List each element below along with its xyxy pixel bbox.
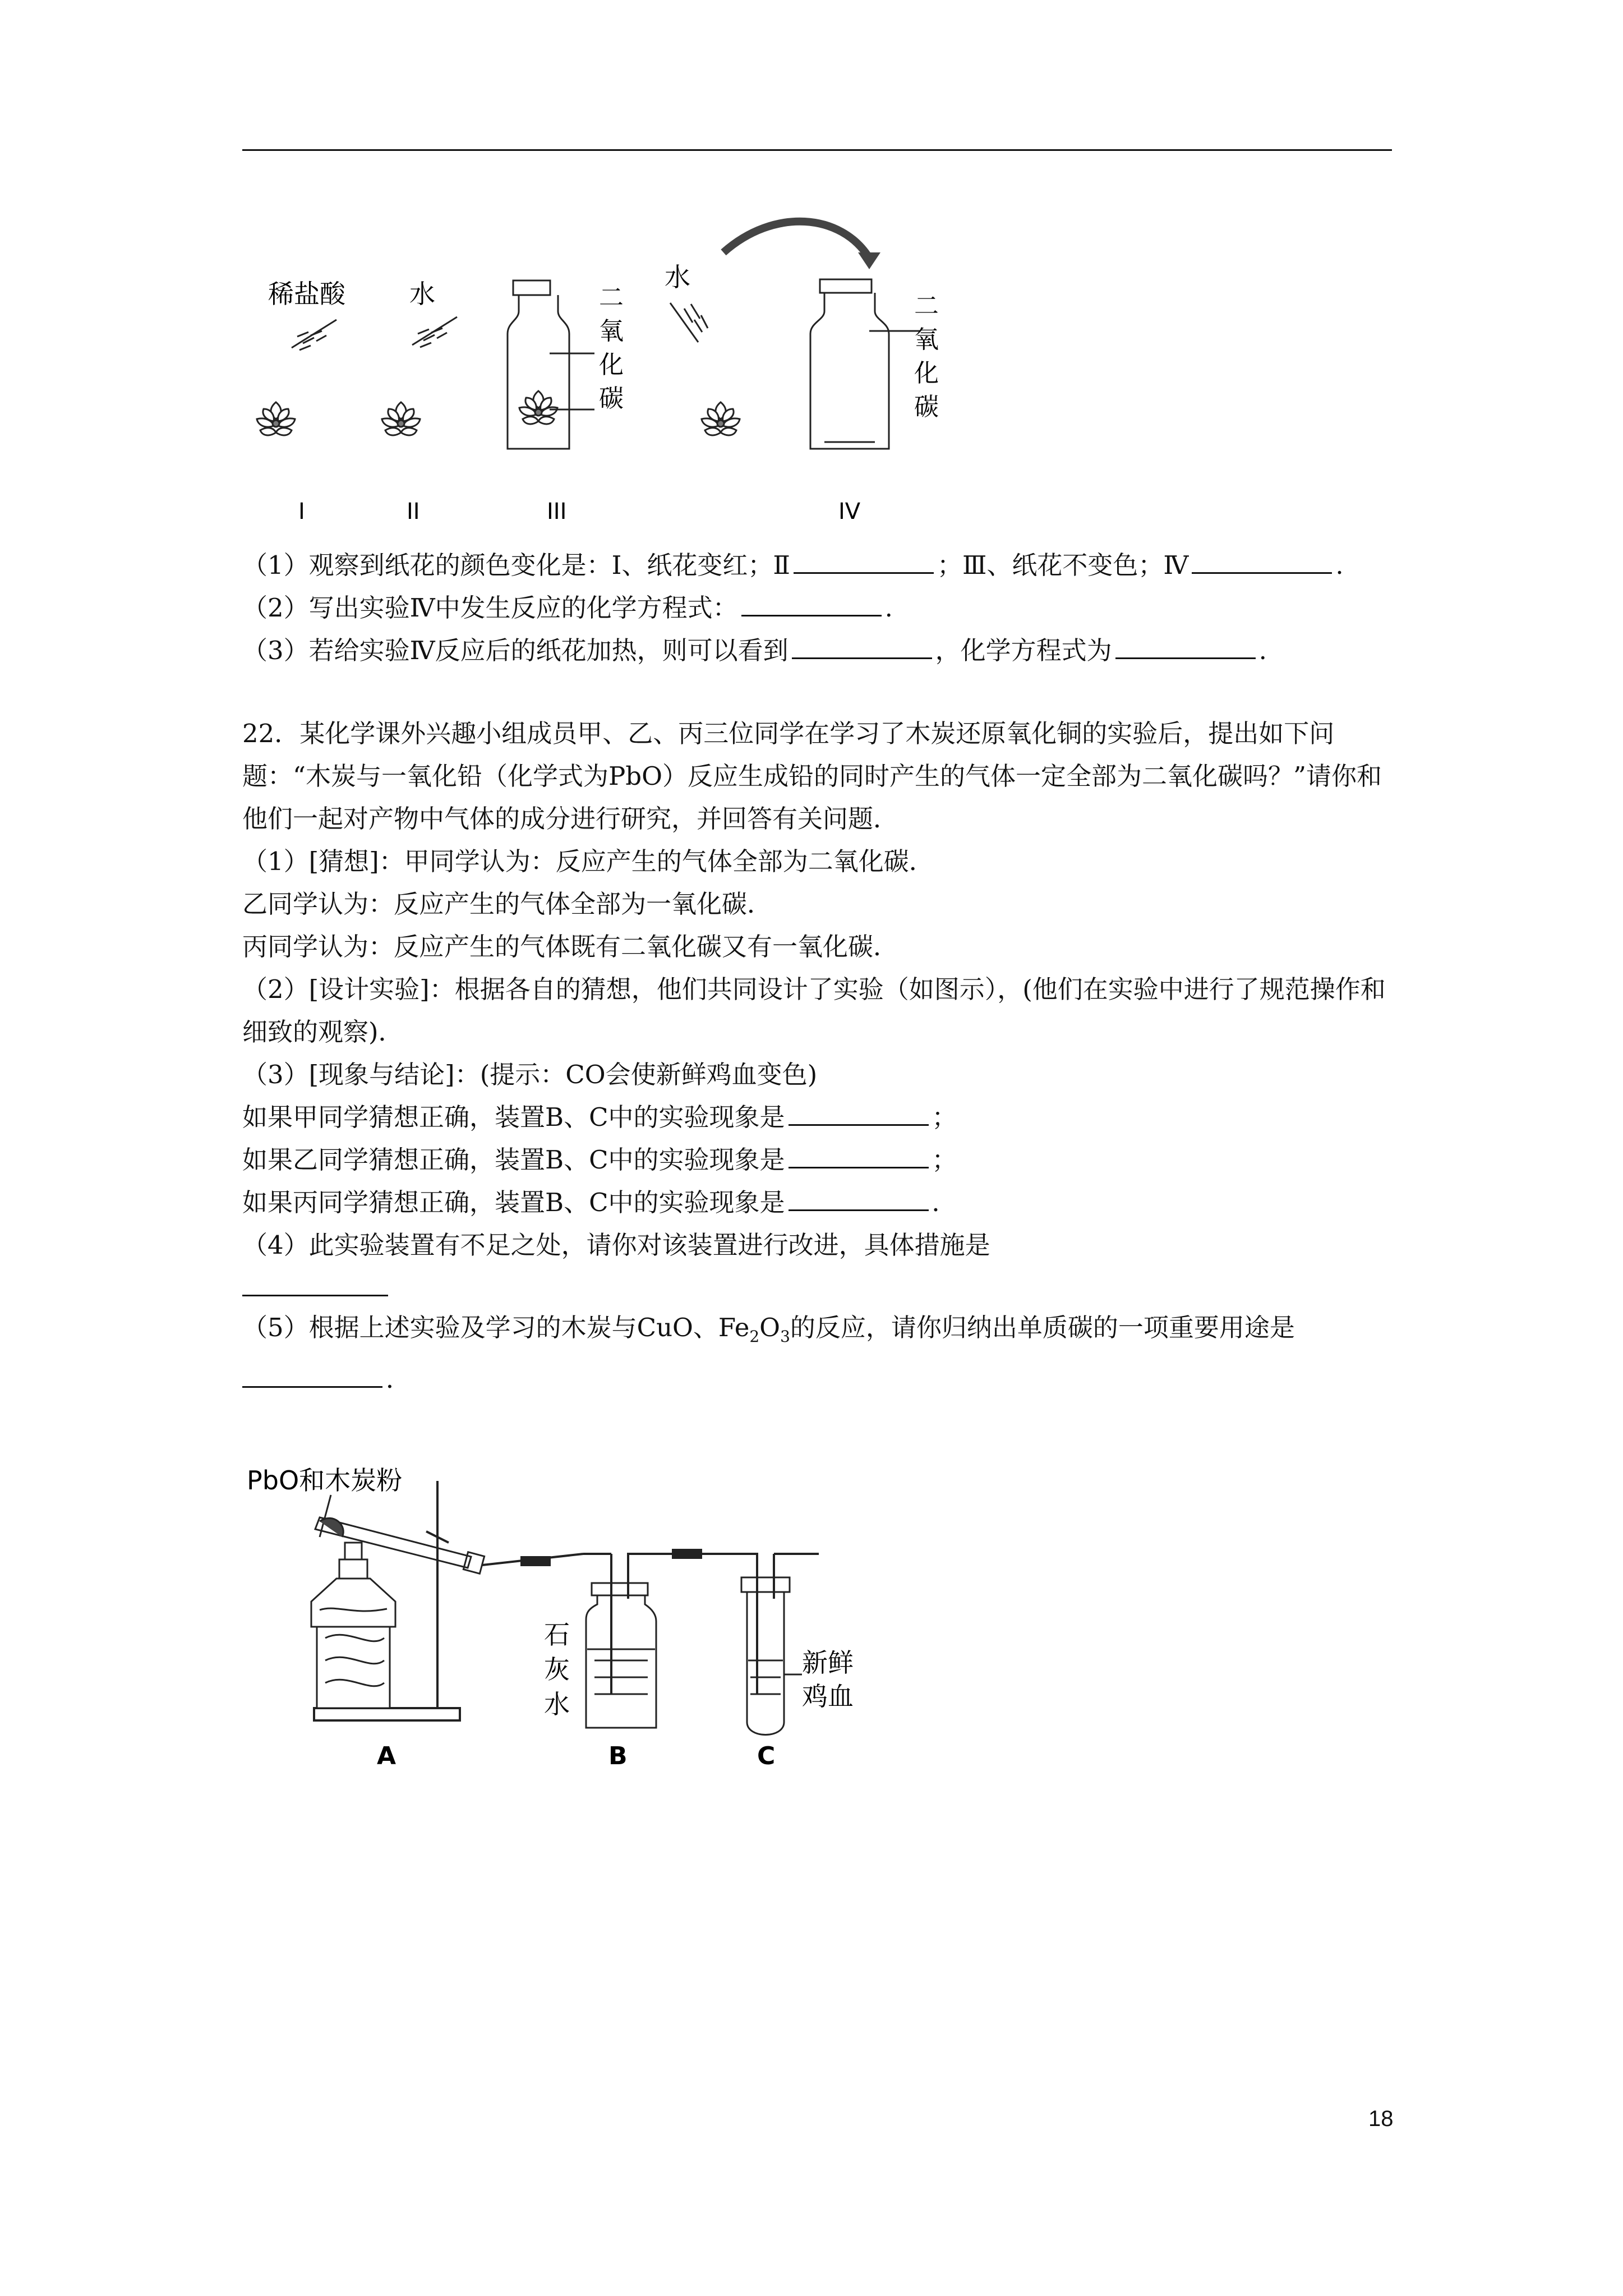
q22-s3b-end: ；: [932, 1145, 957, 1175]
numeral-1: I: [298, 499, 305, 524]
q22-s2: （2）[设计实验]：根据各自的猜想，他们共同设计了实验（如图示），(他们在实验中进行了规范操作和细致的观察)．: [242, 974, 1386, 1047]
q22-s5-text-c: 的反应，请你归纳出单质碳的一项重要用途是: [790, 1313, 1295, 1342]
answer-blank[interactable]: [789, 1187, 929, 1211]
connecting-tube: [482, 1550, 819, 1694]
q22-s4: （4）此实验装置有不足之处，请你对该装置进行改进，具体措施是: [242, 1230, 990, 1260]
q21-p3-text-c: .: [1258, 636, 1267, 665]
q22-s1: （1）[猜想]：甲同学认为：反应产生的气体全部为二氧化碳．: [242, 846, 934, 876]
letter-a: A: [377, 1742, 396, 1770]
spray-icon: [670, 303, 708, 342]
answer-blank[interactable]: [1192, 550, 1332, 574]
transfer-arrow-icon: [723, 222, 869, 258]
alcohol-lamp: [311, 1543, 395, 1627]
q22-s3b: [242, 1139, 1398, 1181]
water-label-2: 水: [665, 262, 690, 292]
co2-label-b-1: 二: [914, 292, 939, 320]
co2-label-a-1: 二: [599, 283, 624, 312]
subscript: 3: [780, 1327, 790, 1346]
spray-icon: [292, 320, 336, 350]
wooden-block: [317, 1627, 390, 1708]
q21-p1-text-a: （1）观察到纸花的颜色变化是：Ⅰ、纸花变红；Ⅱ: [242, 550, 790, 580]
co2-label-b-2: 氧: [914, 325, 939, 354]
numeral-2: II: [407, 499, 420, 524]
hcl-label: 稀盐酸: [268, 279, 345, 309]
q21-block: [242, 544, 1398, 672]
q21-p1-text-c: .: [1335, 550, 1344, 580]
q22-s5: [242, 1306, 1398, 1358]
paper-flower-icon: [702, 402, 740, 435]
answer-blank[interactable]: [242, 1364, 382, 1388]
co2-label-a-4: 碳: [599, 384, 624, 413]
letter-c: C: [757, 1742, 776, 1770]
letter-b: B: [608, 1742, 628, 1770]
blood-tube-c: [741, 1577, 802, 1735]
q22-s3c-text: 如果丙同学猜想正确，装置B、C中的实验现象是: [242, 1188, 785, 1217]
limewater-label-1: 石: [544, 1619, 570, 1650]
q22-s3c-end: ．: [932, 1188, 957, 1217]
q22-s1c: 丙同学认为：反应产生的气体既有二氧化碳又有一氧化碳．: [242, 932, 899, 961]
limewater-label-2: 灰: [544, 1654, 570, 1685]
apparatus-figure: [236, 1458, 880, 1795]
pbo-charcoal-label: PbO和木炭粉: [247, 1465, 403, 1496]
co2-label-a-3: 化: [599, 351, 624, 379]
q21-p1-text-b: ；Ⅲ、纸花不变色；Ⅳ: [937, 550, 1189, 580]
q21-p2-text-a: （2）写出实验Ⅳ中发生反应的化学方程式：: [242, 593, 738, 623]
numeral-3: III: [547, 499, 567, 524]
paper-flower-icon: [257, 402, 295, 435]
q21-part3: [242, 629, 1398, 672]
answer-line[interactable]: [242, 1295, 388, 1296]
q22-s3a: [242, 1096, 1398, 1139]
q22-s1b: 乙同学认为：反应产生的气体全部为一氧化碳．: [242, 889, 773, 919]
gas-bottle-4: [810, 279, 920, 449]
paper-flower-icon: [519, 391, 557, 424]
q21-part1: [242, 544, 1398, 587]
co2-label-b-3: 化: [914, 359, 939, 388]
answer-blank[interactable]: [789, 1102, 929, 1126]
q22-s5-text-a: （5）根据上述实验及学习的木炭与CuO、Fe: [242, 1313, 750, 1342]
answer-blank[interactable]: [792, 635, 932, 659]
co2-label-b-4: 碳: [914, 393, 939, 421]
numeral-4: IV: [838, 499, 861, 524]
co2-label-a-2: 氧: [599, 317, 624, 346]
answer-blank[interactable]: [741, 592, 882, 616]
flower-experiment-figure: [236, 213, 976, 539]
blood-label-2: 鸡血: [802, 1681, 854, 1711]
page-number: 18: [1368, 2106, 1394, 2131]
answer-blank[interactable]: [1115, 635, 1256, 659]
limewater-bottle-b: [586, 1583, 656, 1728]
header-rule: [242, 149, 1392, 151]
limewater-label-3: 水: [544, 1689, 570, 1719]
q21-p3-text-b: ，化学方程式为: [935, 636, 1112, 665]
q22-s5-end: ．: [386, 1364, 412, 1394]
q22-s3c: [242, 1181, 1398, 1224]
q22-block: [242, 712, 1398, 1401]
blood-label-1: 新鲜: [802, 1648, 854, 1678]
q22-s3b-text: 如果乙同学猜想正确，装置B、C中的实验现象是: [242, 1145, 785, 1175]
q22-s3a-text: 如果甲同学猜想正确，装置B、C中的实验现象是: [242, 1102, 785, 1132]
subscript: 2: [749, 1327, 760, 1346]
q22-s3: （3）[现象与结论]：(提示：CO会使新鲜鸡血变色): [242, 1060, 818, 1089]
water-label-1: 水: [409, 279, 435, 309]
q21-p3-text-a: （3）若给实验Ⅳ反应后的纸花加热，则可以看到: [242, 636, 789, 665]
answer-blank[interactable]: [789, 1144, 929, 1168]
q22-intro: 22．某化学课外兴趣小组成员甲、乙、丙三位同学在学习了木炭还原氧化铜的实验后，提出如下问题：“木炭与一氧化铅（化学式为PbO）反应生成铅的同时产生的气体一定全部为二氧化碳吗？”请你和他们一起对产物中气体的成分进行研究，并回答有关问题．: [242, 719, 1382, 834]
q22-s5-answer: [242, 1358, 1398, 1401]
q22-s5-text-b: O: [759, 1313, 781, 1342]
paper-flower-icon: [382, 402, 420, 435]
q21-part2: [242, 587, 1398, 629]
spray-icon: [412, 317, 457, 347]
q22-s3a-end: ；: [932, 1102, 957, 1132]
answer-blank[interactable]: [794, 550, 934, 574]
q21-p2-text-b: .: [884, 593, 893, 623]
